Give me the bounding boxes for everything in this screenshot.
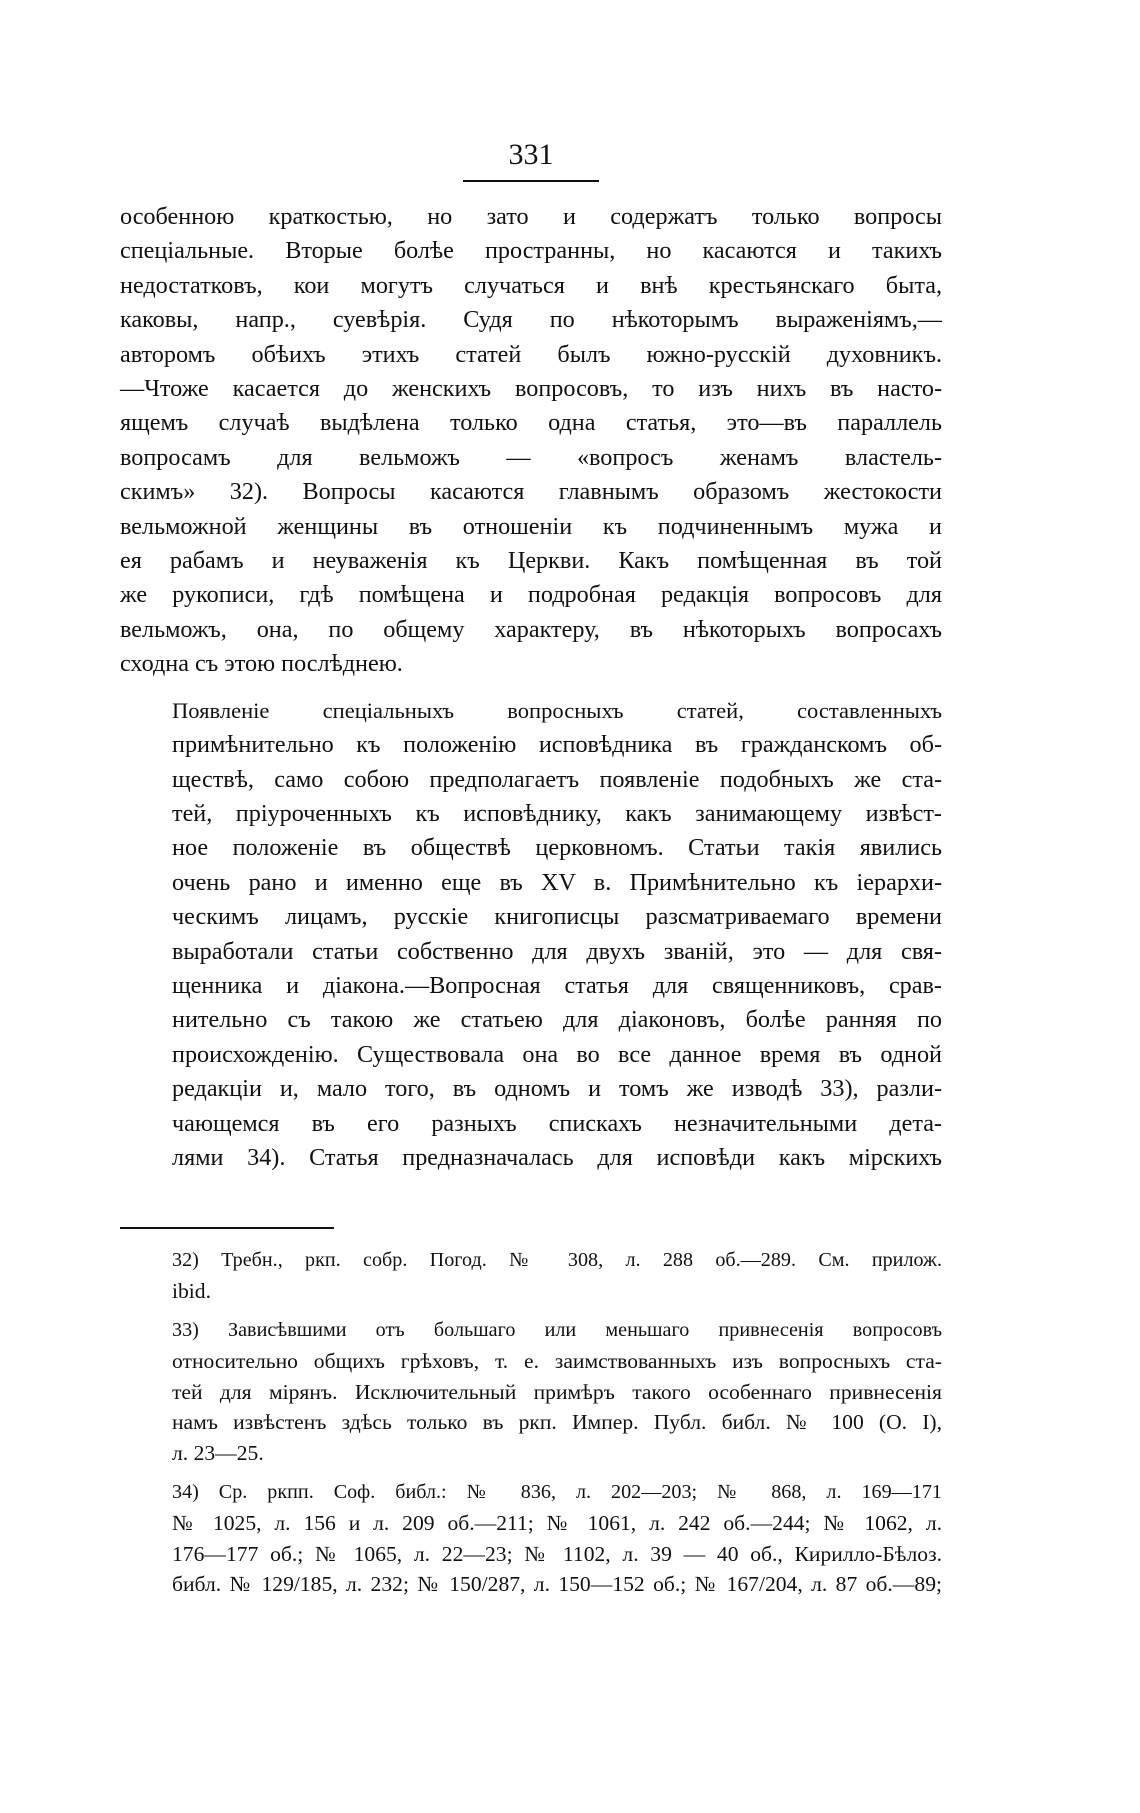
footnote-line: относительно общихъ грѣховъ, т. е. заимствованныхъ изъ вопросныхъ ста- bbox=[172, 1348, 942, 1373]
footnote-33 bbox=[120, 1315, 942, 1469]
text-line: выработали статьи собственно для двухъ званій, это — для свя- bbox=[172, 937, 942, 965]
text-line: ящемъ случаѣ выдѣлена только одна статья, это—въ параллель bbox=[120, 409, 942, 437]
text-line: вопросамъ для вельможъ — «вопросъ женамъ властель- bbox=[120, 443, 942, 471]
header-rule bbox=[463, 180, 599, 182]
text-line: щенника и діакона.—Вопросная статья для священниковъ, срав- bbox=[172, 971, 942, 999]
text-line: примѣнительно къ положенію исповѣдника въ гражданскомъ об- bbox=[172, 731, 942, 759]
text-line: ческимъ лицамъ, русскіе книгописцы разсматриваемаго времени bbox=[172, 903, 942, 931]
text-line: очень рано и именно еще въ XV в. Примѣнительно къ іерархи- bbox=[172, 868, 942, 896]
text-line: скимъ» 32). Вопросы касаются главнымъ образомъ жестокости bbox=[120, 478, 942, 506]
text-line: чающемся въ его разныхъ спискахъ незначительными дета- bbox=[172, 1109, 942, 1137]
text-line: ное положеніе въ обществѣ церковномъ. Статьи такія явились bbox=[172, 834, 942, 862]
footnote-line: л. 23—25. bbox=[172, 1441, 264, 1466]
text-line: недостатковъ, кои могутъ случаться и внѣ крестьянскаго быта, bbox=[120, 271, 942, 299]
footnote-line: 34) Ср. ркпп. Соф. библ.: № 836, л. 202—203; № 868, л. 169—171 bbox=[172, 1480, 942, 1503]
text-line: тей, пріуроченныхъ къ исповѣднику, какъ занимающему извѣст- bbox=[172, 799, 942, 827]
footnote-separator bbox=[120, 1227, 334, 1229]
text-line: —Чтоже касается до женскихъ вопросовъ, то изъ нихъ въ насто- bbox=[120, 375, 942, 403]
footnote-line: № 1025, л. 156 и л. 209 об.—211; № 1061, л. 242 об.—244; № 1062, л. bbox=[172, 1510, 942, 1535]
book-page bbox=[120, 125, 942, 1600]
footnote-line: 176—177 об.; № 1065, л. 22—23; № 1102, л. 39 — 40 об., Кирилло-Бѣлоз. bbox=[172, 1541, 942, 1566]
text-line: вельможной женщины въ отношеніи къ подчиненнымъ мужа и bbox=[120, 512, 942, 540]
main-text bbox=[120, 200, 942, 1175]
footnote-34 bbox=[120, 1477, 942, 1600]
footnote-line: библ. № 129/185, л. 232; № 150/287, л. 150—152 об.; № 167/204, л. 87 об.—89; bbox=[172, 1572, 942, 1597]
text-line: ществѣ, само собою предполагаетъ появленіе подобныхъ же ста- bbox=[172, 765, 942, 793]
footnote-line: 32) Требн., ркп. собр. Погод. № 308, л. 288 об.—289. См. прилож. bbox=[172, 1249, 942, 1272]
text-line: каковы, напр., суевѣрія. Судя по нѣкоторымъ выраженіямъ,— bbox=[120, 306, 942, 334]
text-line: Появленіе спеціальныхъ вопросныхъ статей, составленныхъ bbox=[172, 697, 942, 723]
text-line: ея рабамъ и неуваженія къ Церкви. Какъ помѣщенная въ той bbox=[120, 547, 942, 575]
text-line: происхожденію. Существовала она во все данное время въ одной bbox=[172, 1040, 942, 1068]
text-line: редакціи и, мало того, въ одномъ и томъ же изводѣ 33), разли- bbox=[172, 1075, 942, 1103]
footnote-line: тей для мірянъ. Исключительный примѣръ такого особеннаго привнесенія bbox=[172, 1379, 942, 1404]
text-line: вельможъ, она, по общему характеру, въ нѣкоторыхъ вопросахъ bbox=[120, 615, 942, 643]
text-line: нительно съ такою же статьею для діаконовъ, болѣе ранняя по bbox=[172, 1006, 942, 1034]
footnote-line: 33) Зависѣвшими отъ большаго или меньшаго привнесенія вопросовъ bbox=[172, 1318, 942, 1341]
text-line: особенною краткостью, но зато и содержатъ только вопросы bbox=[120, 203, 942, 230]
text-line: лями 34). Статья предназначалась для исповѣди какъ мірскихъ bbox=[172, 1143, 942, 1171]
text-line: авторомъ обѣихъ этихъ статей былъ южно-русскій духовникъ. bbox=[120, 340, 942, 368]
text-line: спеціальные. Вторые болѣе пространны, но касаются и такихъ bbox=[120, 237, 942, 265]
paragraph-2 bbox=[120, 694, 942, 1176]
text-line: же рукописи, гдѣ помѣщена и подробная редакція вопросовъ для bbox=[120, 581, 942, 609]
paragraph-1 bbox=[120, 200, 942, 682]
footnote-32 bbox=[120, 1245, 942, 1307]
footnote-line: ibid. bbox=[172, 1279, 211, 1304]
footnote-line: намъ извѣстенъ здѣсь только въ ркп. Импер. Публ. библ. № 100 (О. I), bbox=[172, 1410, 942, 1435]
footnotes bbox=[120, 1245, 942, 1600]
page-number: 331 bbox=[508, 138, 554, 171]
text-line: сходна съ этою послѣднею. bbox=[120, 650, 403, 678]
